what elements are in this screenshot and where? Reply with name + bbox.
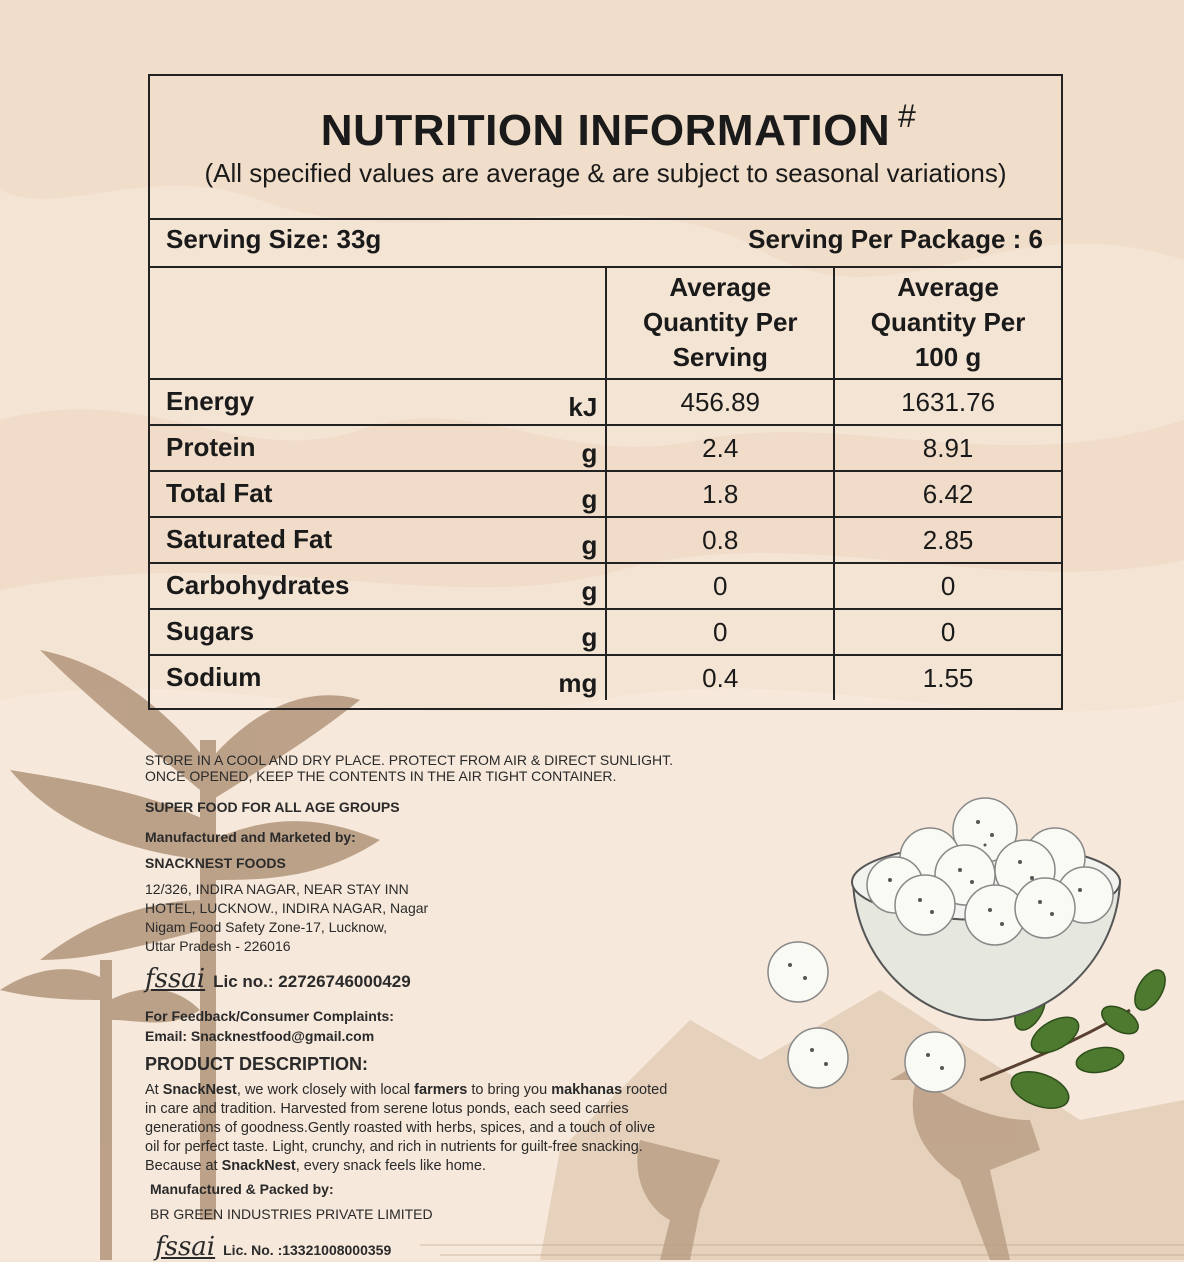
nutrient-cell [150, 655, 606, 700]
value-per-100g: 0 [834, 609, 1061, 655]
nutrient-cell [150, 425, 606, 471]
manufacturer-label: Manufactured and Marketed by: [145, 829, 356, 845]
description-line: Because at SnackNest, every snack feels like home. [145, 1158, 486, 1174]
description-line: in care and tradition. Harvested from serene lotus ponds, each seed carries [145, 1101, 629, 1117]
feedback-email: Email: Snacknestfood@gmail.com [145, 1028, 375, 1044]
nutrient-name: Protein [166, 432, 256, 462]
manufacturer-address [145, 880, 428, 956]
nutrient-name: Sugars [166, 616, 255, 646]
description-line: oil for perfect taste. Light, crunchy, and rich in nutrients for guilt-free snacking. [145, 1139, 643, 1155]
nutrient-name: Energy [166, 386, 255, 416]
description-heading: PRODUCT DESCRIPTION: [145, 1054, 369, 1074]
nutrient-unit: g [581, 438, 598, 468]
table-row [150, 471, 1061, 517]
license-number: Lic. No. :13321008000359 [223, 1242, 392, 1258]
table-row [150, 609, 1061, 655]
value-per-100g: 6.42 [834, 471, 1061, 517]
packer-label: Manufactured & Packed by: [150, 1181, 334, 1197]
address-line: Nigam Food Safety Zone-17, Lucknow, [145, 919, 388, 935]
serving-per-package: Serving Per Package : 6 [748, 224, 1043, 254]
header-line: Serving [672, 341, 768, 372]
nutrient-unit: kJ [568, 392, 598, 422]
serving-size: Serving Size: 33g [166, 224, 382, 254]
table-row [150, 517, 1061, 563]
header-per-serving [606, 266, 834, 379]
feedback-label: For Feedback/Consumer Complaints: [145, 1008, 394, 1024]
header-line: 100 g [914, 341, 982, 372]
tagline: SUPER FOOD FOR ALL AGE GROUPS [145, 799, 400, 815]
nutrition-table [150, 266, 1061, 700]
table-row [150, 379, 1061, 425]
nutrient-unit: g [581, 530, 598, 560]
nutrition-header [150, 76, 1061, 220]
feedback-block [145, 1006, 394, 1046]
value-per-serving: 0 [606, 563, 834, 609]
fssai-license-1 [145, 964, 411, 994]
nutrient-cell [150, 563, 606, 609]
address-line: 12/326, INDIRA NAGAR, NEAR STAY INN [145, 881, 409, 897]
storage-line: ONCE OPENED, KEEP THE CONTENTS IN THE AIR TIGHT CONTAINER. [145, 768, 617, 784]
nutrient-cell [150, 379, 606, 425]
table-row [150, 655, 1061, 700]
nutrient-name: Total Fat [166, 478, 273, 508]
page-title: NUTRITION INFORMATION [320, 106, 891, 155]
nutrition-panel [148, 74, 1063, 710]
manufacturer-name: SNACKNEST FOODS [145, 855, 286, 871]
value-per-serving: 1.8 [606, 471, 834, 517]
storage-instructions [145, 752, 673, 784]
nutrient-cell [150, 471, 606, 517]
fssai-license-2 [155, 1232, 391, 1262]
table-row [150, 425, 1061, 471]
value-per-serving: 456.89 [606, 379, 834, 425]
value-per-serving: 0 [606, 609, 834, 655]
table-header-row [150, 266, 1061, 379]
nutrient-name: Saturated Fat [166, 524, 333, 554]
license-number: Lic no.: 22726746000429 [213, 972, 411, 991]
brand-name: SnackNest [221, 1158, 296, 1174]
header-line: Average [669, 271, 772, 302]
fssai-logo: fssai [145, 964, 206, 994]
packer-name: BR GREEN INDUSTRIES PRIVATE LIMITED [150, 1206, 433, 1222]
header-line: Quantity Per [870, 306, 1026, 337]
value-per-serving: 0.8 [606, 517, 834, 563]
title-footnote-mark: # [898, 98, 916, 134]
brand-name: SnackNest [162, 1082, 237, 1098]
value-per-100g: 1.55 [834, 655, 1061, 700]
nutrient-unit: g [581, 576, 598, 606]
storage-line: STORE IN A COOL AND DRY PLACE. PROTECT FROM AIR & DIRECT SUNLIGHT. [145, 752, 673, 768]
nutrient-name: Sodium [166, 662, 262, 692]
value-per-serving: 2.4 [606, 425, 834, 471]
header-blank-cell [150, 266, 606, 379]
header-per-100g [834, 266, 1061, 379]
nutrient-cell [150, 609, 606, 655]
table-row [150, 563, 1061, 609]
product-description [145, 1081, 667, 1176]
value-per-100g: 2.85 [834, 517, 1061, 563]
description-line: generations of goodness.Gently roasted with herbs, spices, and a touch of olive [145, 1120, 656, 1136]
header-line: Quantity Per [642, 306, 798, 337]
page-subtitle: (All specified values are average & are subject to seasonal variations) [204, 158, 1007, 188]
value-per-100g: 0 [834, 563, 1061, 609]
description-line: At SnackNest, we work closely with local farmers to bring you makhanas rooted [145, 1082, 668, 1098]
nutrient-cell [150, 517, 606, 563]
nutrient-unit: g [581, 484, 598, 514]
value-per-serving: 0.4 [606, 655, 834, 700]
value-per-100g: 1631.76 [834, 379, 1061, 425]
address-line: HOTEL, LUCKNOW., INDIRA NAGAR, Nagar [145, 900, 429, 916]
fssai-logo: fssai [155, 1232, 216, 1262]
serving-row [150, 218, 1061, 268]
nutrient-unit: mg [558, 668, 598, 698]
address-line: Uttar Pradesh - 226016 [145, 938, 291, 954]
nutrient-unit: g [581, 622, 598, 652]
value-per-100g: 8.91 [834, 425, 1061, 471]
header-line: Average [897, 271, 999, 302]
nutrient-name: Carbohydrates [166, 570, 350, 600]
